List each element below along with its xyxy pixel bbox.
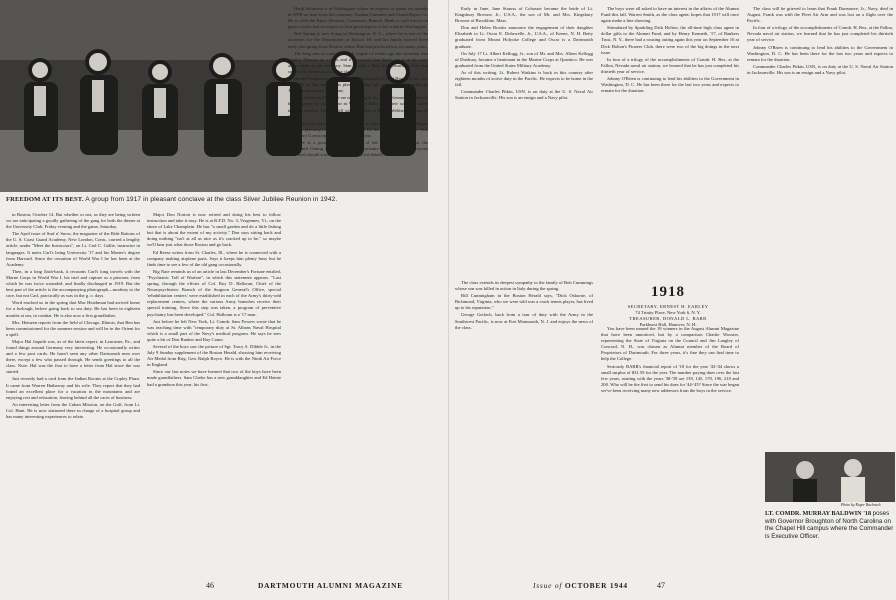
paragraph: There is a possibility that several of the class will gather at the Dartmouth Outing Club Cabin on Moosilauke in late October. Anyone interested should write Bill Cunningham for details. [288,139,428,158]
paragraph: The boys were all asked to have an interest in the affairs of the Alumni Fund this fall. Warren Smith, as the class agent, hopes that 1917 will once again make a fine showing. [601,6,739,24]
paragraph: Since our last notes we have learned that two of the boys have been made grandfathers. Sam Clarke has a new granddaughter and Ed Heinie had a grandson this year, his first. [147,369,281,387]
paragraph: The class will be grieved to learn that Frank Dunsmore, Jr., Navy, died in August. Frank was with the Fleet Air Arm and was lost on a flight over the Pacific. [747,6,893,24]
paragraph: Seriously BARR's financial report of '18 for the year '43-'44 shows a small surplus of $31.59 for the year. The number paying dues over the last few years, starting with the years '38-'39 are 139, 145, 170, 196, 210 and 200. Who will be the first to send his dues for '44-'45? Since the war began we've been receiving many new addresses from the boys in the service. [601,363,739,393]
portrait-photo [765,452,895,502]
class-1918-heading [603,284,733,328]
paragraph: The April issue of Surf n' Snow, the magazine of the Ride Rations of the U. S. Coast Guard Academy, New London, Conn., carried a lengthy article, under "Meet the Instructors", on Lt. Carl C. Gallie, instructor in languages. It notes Carl's being University '17 and his Master's degree from Harvard. Since the cessation of World War I he has been at the Academy. [6,231,140,267]
portrait-caption-text: poses with Governor Broughton of North Carolina on the Chapel Hill campus where the Commander is Executive Officer. [765,510,894,540]
paragraph: Major Hal Jaquith was, as of the latest report, in Lancaster, Pa., and found things around Germany very interesting. He occasionally writes and a few post cards. He hasn't seen any other Dartmouth men over there, except a few who passed through. He sends greetings to all the class. Note: Hal was the first to have a letter from Hal since the war started. [6,338,140,375]
paragraph: A note from Al Hawley says he spent a week at Squam Lake in August and was planning to come up to Hanover for the Reunion. He is now with the Sperry Gyroscope Company in Brooklyn. [288,120,428,138]
paragraph: The long arm of coincidence: A couple of weeks ago the secretary met Stanley Hinman on a train, and it developed that Stan's son is in the same army camp as our own boy. Stan is with a New York insurance firm and sends best wishes to all of the class. [288,50,428,74]
portrait-caption-head: LT. COMDR. MURRAY BALDWIN '18 [765,510,872,517]
right-column-1 [455,6,593,276]
paragraph: Mrs. Heinzen reports from the field of Chicago, Illinois, that Ben has been commissioned for the summer session and will be in the Orient for a spell. [6,319,140,337]
right-column-3 [747,6,893,446]
middle-column [288,6,428,578]
paragraph: In four of a trilogy of the accomplishments of Comdr. H. Rex, at the Fallon, Nevada naval air station, we learned that he has just completed his thirtieth year of service. [601,56,739,74]
portrait-credit: Photo by Roger Bachrach [841,503,881,507]
paragraph: On July 17 Lt. Albert Kellogg, Jr., son of Mr. and Mrs. Albert Kellogg of Duxbury, became a lieutenant in the Marine Corps at Quantico. He was graduated from the United States Military Academy. [455,50,593,68]
class-treasurer-address: Parkhurst Hall, Hanover, N. H. [639,322,697,327]
class-secretary: SECRETARY, ERNEST H. EARLEY [627,304,709,309]
right-page-number: 47 [657,581,665,590]
paragraph: In four of a trilogy of the accomplishments of Comdr. H. Rex, at the Fallon, Nevada naval air station, we learned that he has just completed his thirtieth year of service. [747,25,893,43]
paragraph: Major Don Norton is now retired and doing his best to follow instruction and take it easy. He is at R.F.D. No. 3, Vergennes, Vt., on the shore of Lake Champlain. He has "a small garden and do a little fishing but that is about the extent of my activity." Don says sitting back and doing nothing "isn't at all as nice as it's cracked up to be," so maybe we'll hear just what those Boston and go back. [147,212,281,248]
paragraph: Bob Spring is now living in Washington, D. C., where he is one of the attorneys for the Department of Justice. He and his family moved there early this spring from Boston, where Bob had practiced law for many years. [288,31,428,49]
paragraph: Stimulated by Sparkling Dick Holton, the all-time high class agent in dollar gifts to the Alumni Fund, and by Henry Kenneth, '17, of Bankers Trust, N. Y., there had a rousing outing again this year on September 16 at Dick Holton's Pioneer Club, there were two of the big doings in the next issue. [601,25,739,55]
paragraph: Dick Jewell and his wife are now living at the Hotel Kenmore in Boston, having given up their house in Wellesley Hills after their son was called into the service. Dick is still with the firm of Paine, Webber, Jackson & Curtis. [288,95,428,119]
class-year: 1918 [651,284,685,300]
paragraph: Several of the boys saw the picture of Sgt. Tracy A. Dibble Jr., in the July 9 Sunday supplement of the Boston Herald, showing him receiving Air Medal from Brig. Gen. Ralph Royce. He is with the Ninth Air Force in England. [147,343,281,368]
paragraph: Johnny O'Brien is continuing to lend his abilities to the Government in Washington, D. C. He has been there for the last two years and expects to remain for the duration. [747,44,893,62]
photo-caption-text: A group from 1917 in pleasant conclave at the class Silver Jubilee Reunion in 1942. [85,196,338,203]
paragraph: Then, in a long flash-back, it recounts Carl's long travels with the Marne Corps in World War I, his trial and capture as a prisoner, from which he was twice wounded, and finally discharged in 1919. But the best part of the article is the accompanying photograph—modesty to the core, but not Carl, practically as was in the g. o. days. [6,268,140,299]
right-column-2 [601,6,739,276]
paragraph: Bill Cunningham in the Boston Herald says, "Dick Osborne, of Richmond, Virginia, who we were told was a crack tennis player, has lived up to his reputation." [455,293,593,311]
paragraph: As of this writing, Lt. Robert Watkins is back in this country after eighteen months of active duty in the Pacific. He expects to be home in the fall. [455,69,593,88]
paragraph: Early in June, Jane Strauss of Cohasset became the bride of Lt. Kingsbury Browne, Jr., U.S.A., the son of Mr. and Mrs. Kingsbury Browne of Brookline, Mass. [455,6,593,24]
class-treasurer: TREASURER, DONALD L. BARR [629,316,707,321]
paragraph: Harold Vaughan is secretary of the Dartmouth Club of Hartford this year and tells us that the club is planning a big fall program. Hal is with the Travelers Insurance Company. [288,76,428,94]
issue-label-text: Issue of [533,581,563,590]
paragraph: Hank Sollmann is in Washington where he expects to spend six months in WPB on loan from his company, Nashua Gummed and Coated Paper Co. He is with the Paper Division, Containers Branch. Hank is well known in paper circles and we expect to hear good reports of his work in Washington. [288,6,428,30]
magazine-title: DARTMOUTH ALUMNI MAGAZINE [258,581,403,590]
photo-caption-head: FREEDOM AT ITS BEST. [6,196,84,203]
paragraph: Johnny O'Brien is continuing to lend his abilities to the Government in Washington, D. C. He has been there for the last two years and expects to remain for the duration. [601,76,739,94]
right-page [448,0,896,600]
right-column-1-lower [455,280,593,578]
paragraph: Commander Charles Pitkin, USN, is on duty at the U. S. Naval Air Station in Jacksonville. His son is an ensign and a Navy pilot. [747,63,893,75]
left-column-2 [147,212,281,578]
paragraph: An interesting letter from the Cuban Mission, on the Gulf, from Lt. Col. Hunt. He is now stationed there in charge of a hospital group and has many interesting experiences to relate. [6,401,140,419]
issue-month: OCTOBER 1944 [564,581,628,590]
paragraph: Just recently had a card from the Indian Rooms at the Copley Plaza. It came from Warren Hathaway and his wife. They report that they had found an excellent place for a vacation in the mountains and are enjoying rest and relaxation, leaving behind all the cares of business. [6,376,140,400]
left-column-1 [6,212,140,578]
portrait-illustration [765,452,895,502]
paragraph: The class extends its deepest sympathy to the family of Bob Cummings whose son was killed in action in Italy during the spring. [455,280,593,292]
paragraph: Word reached us in the spring that Mac Heathman had arrived home for a furlough, before going back to sea duty. He has been in eighteen months at sea, in combat. He is also now a first grandfather. [6,300,140,318]
paragraph: Don and Helen Brooks announce the engagement of their daughter Elizabeth to Lt. Oscar E. Dohrwelle, Jr., U.S.A., of Keene, N. H. Betty graduated from Mount Holyoke College and Oscar is a Dartmouth graduate. [455,25,593,49]
paragraph: in Boston, October 14. But whether or not, as they are being written we are anticipating a goodly gathering of the gang for both the dinner at the University Club, Friday evening and the game, Saturday. [6,212,140,230]
paragraph: Ed Reese writes from St. Charles, Ill., where he is connected with a company making airplane parts. Says it keeps him plenty busy but he finds time to see a few of the old gang occasionally. [147,249,281,267]
paragraph: George Gerlach, back from a tour of duty with the Army in the Southwest Pacific, is now at Fort Monmouth, N. J. and enjoys the news of the class. [455,312,593,330]
issue-label [533,581,628,590]
paragraph: Just before he left New York, Lt. Comdr. Sam Powers wrote that he was teaching time with "temporary duty at St. Albans Naval Hospital which is a small part of the Navy's medical program. He says he sees quite a bit of Don Bunker and Ray Crane. [147,318,281,342]
paragraph: You have been named the 18 winners in the August Alumni Magazine that have been unnoticed, but by a comparison Charlie Wooster, representing the State of Virginia on the Council and Jim Langley of Concord, N. H., was chosen as Alumni member of the Board of Proprietors of Dartmouth. For three years, it's fine they can find time to help the College. [601,326,739,362]
paragraph: Commander Charles Pitkin, USN, is on duty at the U. S. Naval Air Station in Jacksonville. His son is an ensign and a Navy pilot. [455,89,593,101]
paragraph: Big Nate reminds us of an article in last December's Fortune entitled, "Psychiatric Toll of Warfare", in which this statement appears. "Last spring, through the efforts of Col. Roy D. Halloran, Chief of the Neuropsychiatric Branch of the Surgeon General's Office, special 'rehabilitation centers' were established in each of the Army's thirty-odd replacement centers, where the various Army branches receive their special training. Since this step was taken, a program of preventive psychiatry has been developed." Col. Halloran is a '17 man. [147,268,281,317]
portrait-caption [765,510,895,540]
left-page-number: 46 [206,581,214,590]
class-secretary-address: 74 Trinity Place, New York 6, N. Y. [635,310,701,315]
class-1918-column [601,326,739,578]
